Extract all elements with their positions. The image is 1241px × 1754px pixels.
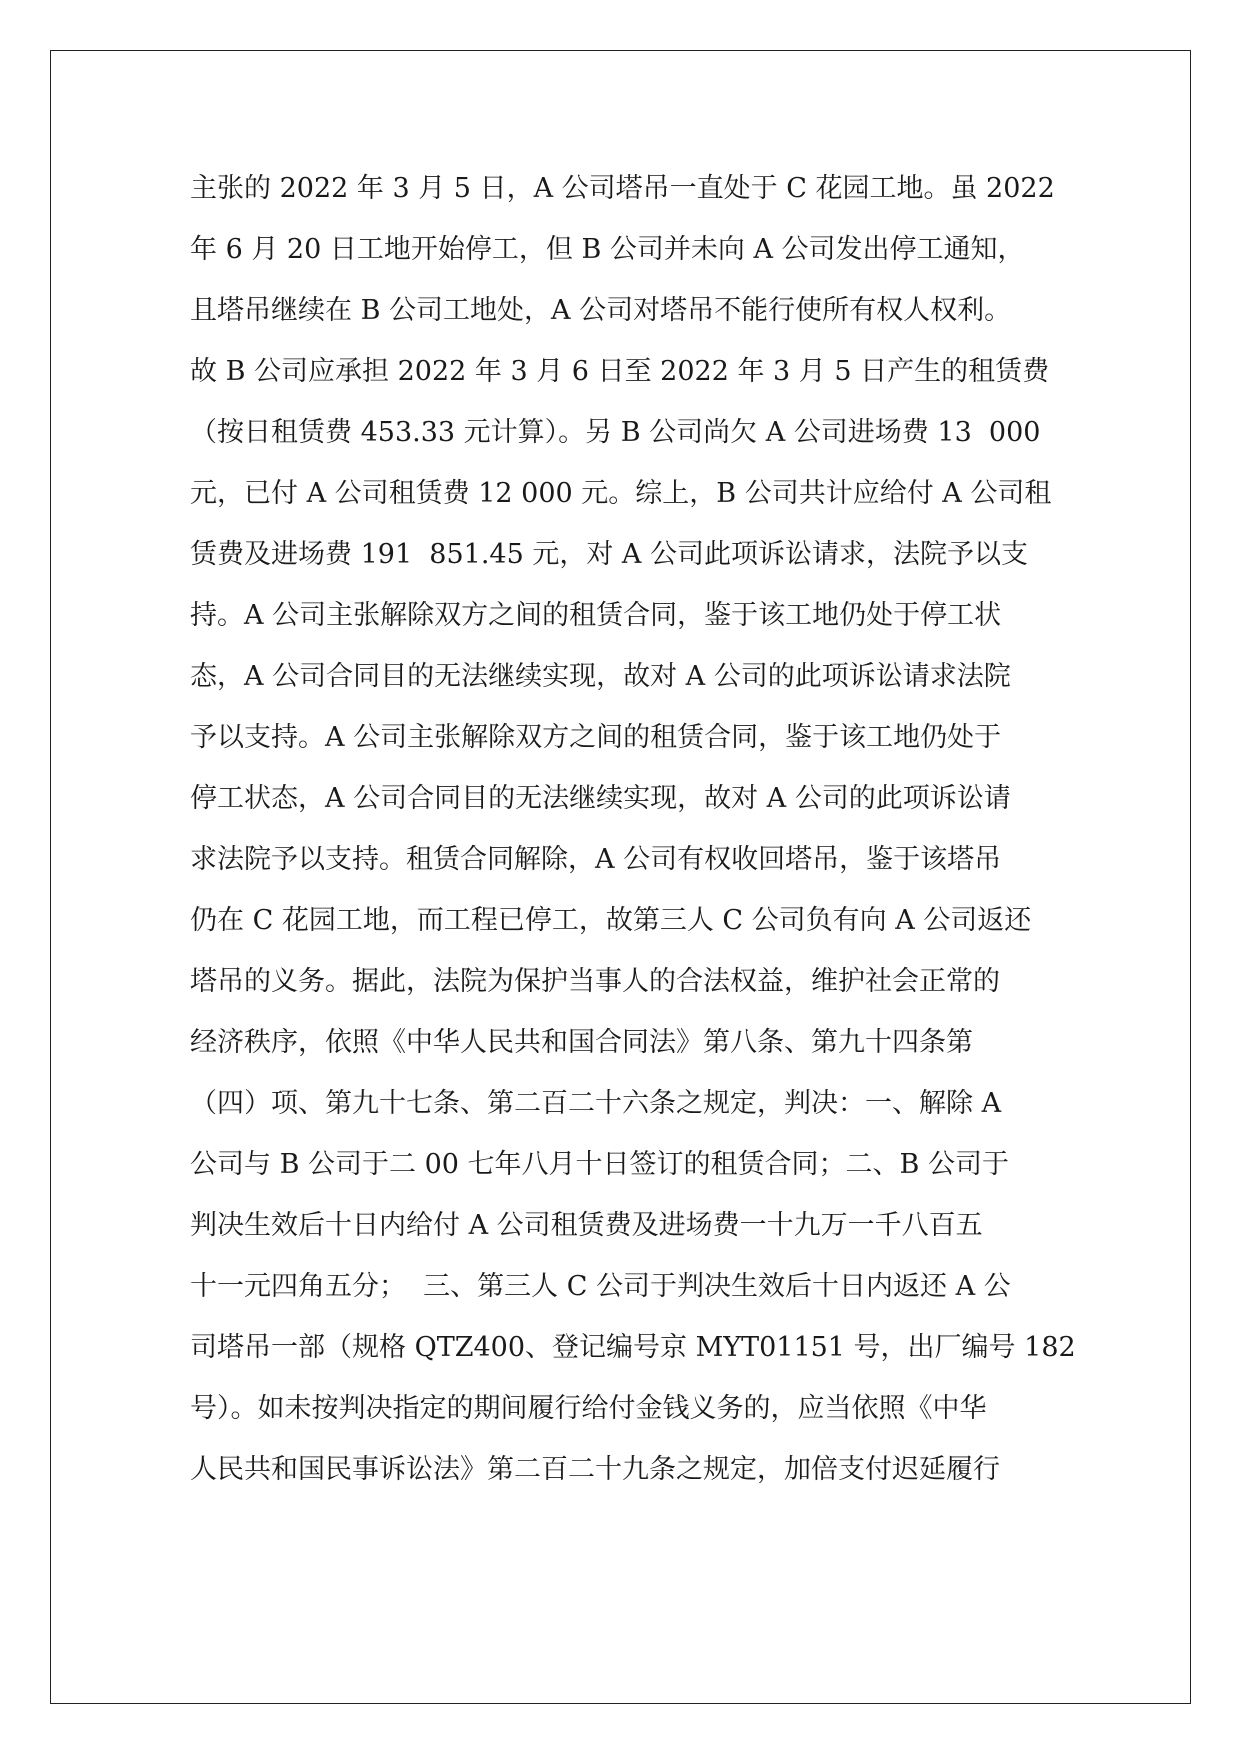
text-line: 态，A 公司合同目的无法继续实现，故对 A 公司的此项诉讼请求法院 bbox=[190, 661, 1011, 692]
text-line: 且塔吊继续在 B 公司工地处，A 公司对塔吊不能行使所有权人权利。 bbox=[190, 295, 1012, 326]
text-line: 司塔吊一部（规格 QTZ400、登记编号京 MYT01151 号，出厂编号 182 bbox=[190, 1332, 1076, 1363]
text-line: 持。A 公司主张解除双方之间的租赁合同，鉴于该工地仍处于停工状 bbox=[190, 600, 1002, 631]
document-body bbox=[190, 158, 1076, 1500]
text-line: 元，已付 A 公司租赁费 12 000 元。综上，B 公司共计应给付 A 公司租 bbox=[190, 478, 1052, 509]
text-line: 经济秩序，依照《中华人民共和国合同法》第八条、第九十四条第 bbox=[190, 1027, 973, 1058]
text-line: 故 B 公司应承担 2022 年 3 月 6 日至 2022 年 3 月 5 日产生的租赁费 bbox=[190, 356, 1050, 387]
text-line: 予以支持。A 公司主张解除双方之间的租赁合同，鉴于该工地仍处于 bbox=[190, 722, 1002, 753]
text-line: （四）项、第九十七条、第二百二十六条之规定，判决：一、解除 A bbox=[190, 1088, 1002, 1119]
text-line: 塔吊的义务。据此，法院为保护当事人的合法权益，维护社会正常的 bbox=[190, 966, 1000, 997]
text-line: 停工状态，A 公司合同目的无法继续实现，故对 A 公司的此项诉讼请 bbox=[190, 783, 1011, 814]
text-line: 主张的 2022 年 3 月 5 日，A 公司塔吊一直处于 C 花园工地。虽 2022 bbox=[190, 173, 1055, 204]
text-line: 判决生效后十日内给付 A 公司租赁费及进场费一十九万一千八百五 bbox=[190, 1210, 983, 1241]
text-line: 年 6 月 20 日工地开始停工，但 B 公司并未向 A 公司发出停工通知， bbox=[190, 234, 1025, 265]
text-line: 人民共和国民事诉讼法》第二百二十九条之规定，加倍支付迟延履行 bbox=[190, 1454, 1000, 1485]
text-line: 仍在 C 花园工地，而工程已停工，故第三人 C 公司负有向 A 公司返还 bbox=[190, 905, 1032, 936]
text-line: 十一元四角五分； 三、第三人 C 公司于判决生效后十日内返还 A 公 bbox=[190, 1271, 1011, 1302]
text-line: （按日租赁费 453.33 元计算）。另 B 公司尚欠 A 公司进场费 13 000 bbox=[190, 417, 1041, 448]
text-line: 号）。如未按判决指定的期间履行给付金钱义务的，应当依照《中华 bbox=[190, 1393, 987, 1424]
text-line: 求法院予以支持。租赁合同解除，A 公司有权收回塔吊，鉴于该塔吊 bbox=[190, 844, 1002, 875]
text-line: 赁费及进场费 191 851.45 元，对 A 公司此项诉讼请求，法院予以支 bbox=[190, 539, 1029, 570]
text-line: 公司与 B 公司于二 00 七年八月十日签订的租赁合同；二、B 公司于 bbox=[190, 1149, 1009, 1180]
